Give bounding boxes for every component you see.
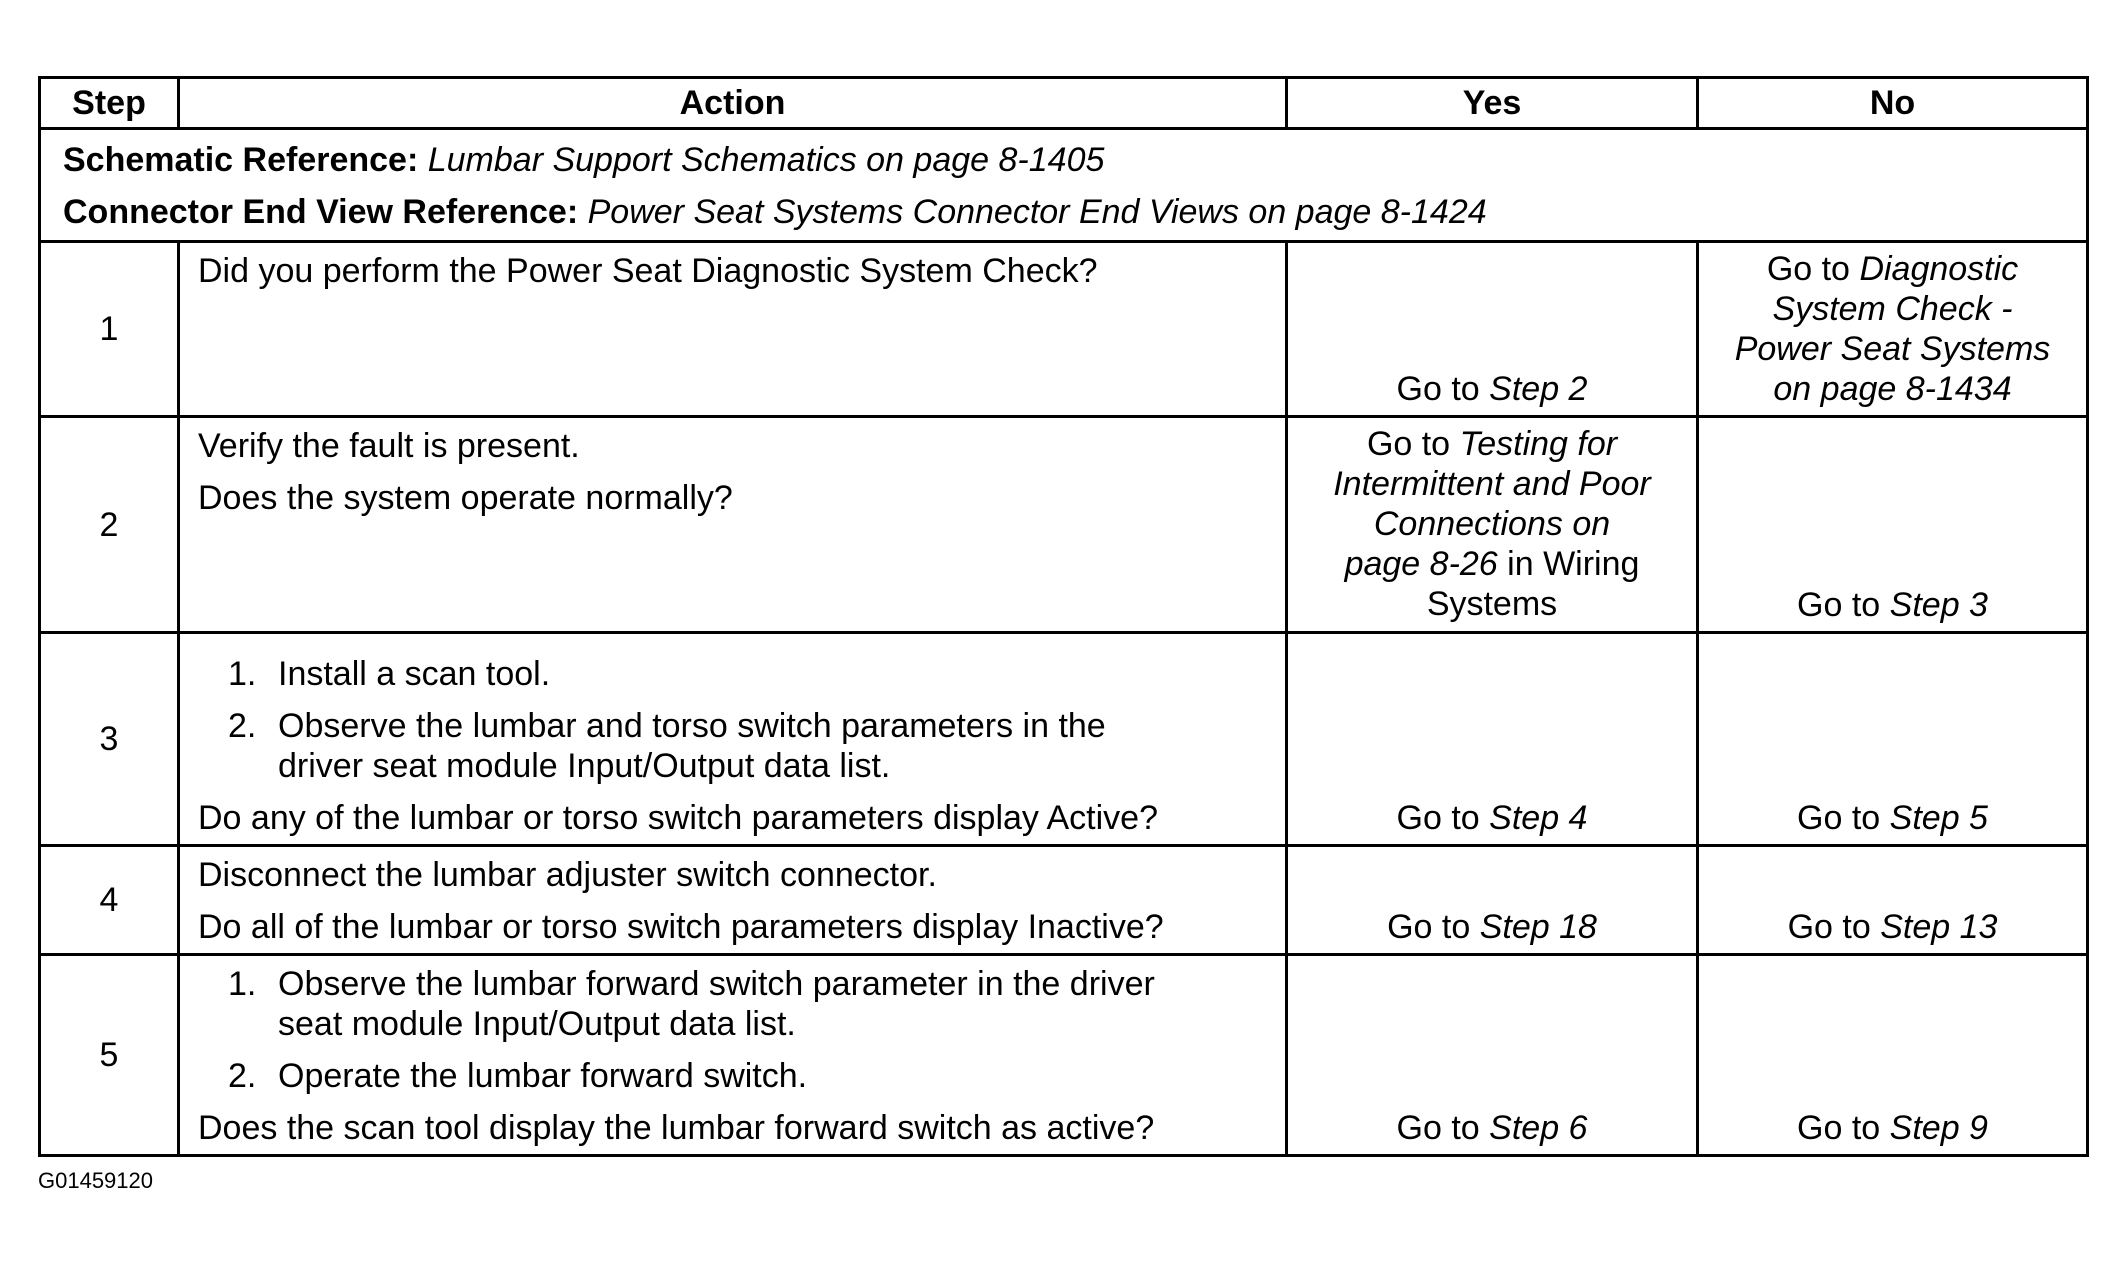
references-cell: [40, 129, 2088, 242]
step-number: 4: [40, 846, 179, 955]
no-cell: [1698, 417, 2088, 633]
yes-link-part[interactable]: Intermittent and Poor: [1333, 465, 1651, 503]
yes-link-part[interactable]: Connections on: [1373, 505, 1611, 543]
schematic-reference-link[interactable]: Lumbar Support Schematics on page 8-1405: [427, 141, 1105, 179]
action-question: Does the system operate normally?: [198, 479, 733, 517]
no-prefix: Go to: [1787, 908, 1871, 946]
yes-link[interactable]: Step 4: [1489, 799, 1588, 837]
action-list-item: 2. Operate the lumbar forward switch.: [228, 1057, 808, 1095]
header-step: Step: [40, 78, 179, 129]
table-row: [40, 955, 2088, 1156]
action-list-item: 1. Install a scan tool.: [228, 655, 551, 693]
yes-cell: [1287, 633, 1698, 846]
no-prefix: Go to: [1797, 1109, 1881, 1147]
yes-prefix: Go to: [1396, 799, 1480, 837]
yes-cell: [1287, 417, 1698, 633]
yes-link[interactable]: Step 18: [1479, 908, 1597, 946]
action-instruction: Verify the fault is present.: [198, 427, 580, 465]
action-cell: [179, 846, 1287, 955]
schematic-reference: [63, 134, 2086, 186]
header-yes: Yes: [1287, 78, 1698, 129]
yes-prefix: Go to: [1396, 370, 1480, 408]
action-question: Do all of the lumbar or torso switch parameters display Inactive?: [198, 908, 1164, 946]
table-row: [40, 633, 2088, 846]
action-cell: [179, 242, 1287, 417]
no-link[interactable]: Step 3: [1889, 586, 1988, 624]
table-row: [40, 846, 2088, 955]
no-link[interactable]: Step 9: [1889, 1109, 1988, 1147]
action-question: Did you perform the Power Seat Diagnostic System Check?: [198, 252, 1098, 290]
action-list-item: 1. Observe the lumbar forward switch parameter in the driver seat module Input/Output data list.: [228, 965, 1155, 1043]
action-cell: [179, 955, 1287, 1156]
table-row: [40, 417, 2088, 633]
yes-cell: [1287, 846, 1698, 955]
no-prefix: Go to: [1797, 799, 1881, 837]
no-cell: [1698, 846, 2088, 955]
header-action: Action: [179, 78, 1287, 129]
step-number: 3: [40, 633, 179, 846]
connector-reference: [63, 186, 2086, 238]
no-cell: [1698, 955, 2088, 1156]
yes-link[interactable]: Step 2: [1489, 370, 1588, 408]
action-list-item: 2. Observe the lumbar and torso switch parameters in the driver seat module Input/Output data list.: [228, 707, 1106, 785]
yes-prefix: Go to: [1396, 1109, 1480, 1147]
no-prefix: Go to: [1766, 250, 1850, 288]
yes-prefix: Go to: [1387, 908, 1471, 946]
step-number: 2: [40, 417, 179, 633]
header-no: No: [1698, 78, 2088, 129]
no-prefix: Go to: [1797, 586, 1881, 624]
yes-suffix: in Wiring: [1507, 545, 1640, 583]
step-number: 5: [40, 955, 179, 1156]
no-link-part[interactable]: System Check -: [1772, 290, 2013, 328]
no-link-part[interactable]: Power Seat Systems: [1734, 330, 2051, 368]
yes-prefix: Go to: [1366, 425, 1451, 463]
no-cell: [1698, 633, 2088, 846]
header-row: [40, 78, 2088, 129]
no-link-part[interactable]: Diagnostic: [1859, 250, 2019, 288]
action-question: Does the scan tool display the lumbar forward switch as active?: [198, 1109, 1155, 1147]
yes-link-part[interactable]: Testing for: [1459, 425, 1618, 463]
table-row: [40, 242, 2088, 417]
diagnostic-table-container: [38, 76, 2086, 1157]
yes-suffix: Systems: [1426, 585, 1558, 623]
action-cell: [179, 633, 1287, 846]
no-link[interactable]: Step 5: [1889, 799, 1988, 837]
diagnostic-table: [38, 76, 2089, 1157]
no-cell: [1698, 242, 2088, 417]
connector-reference-link[interactable]: Power Seat Systems Connector End Views on page 8-1424: [587, 193, 1487, 231]
yes-link-part[interactable]: page 8-26: [1344, 545, 1498, 583]
schematic-reference-label: Schematic Reference:: [63, 141, 419, 179]
references-row: [40, 129, 2088, 242]
no-link-part[interactable]: on page 8-1434: [1773, 370, 2012, 408]
connector-reference-label: Connector End View Reference:: [63, 193, 579, 231]
step-number: 1: [40, 242, 179, 417]
action-instruction: Disconnect the lumbar adjuster switch connector.: [198, 856, 937, 894]
action-question: Do any of the lumbar or torso switch parameters display Active?: [198, 799, 1158, 837]
yes-cell: [1287, 242, 1698, 417]
yes-link[interactable]: Step 6: [1489, 1109, 1588, 1147]
figure-id: G01459120: [38, 1168, 153, 1193]
yes-cell: [1287, 955, 1698, 1156]
action-cell: [179, 417, 1287, 633]
no-link[interactable]: Step 13: [1880, 908, 1998, 946]
